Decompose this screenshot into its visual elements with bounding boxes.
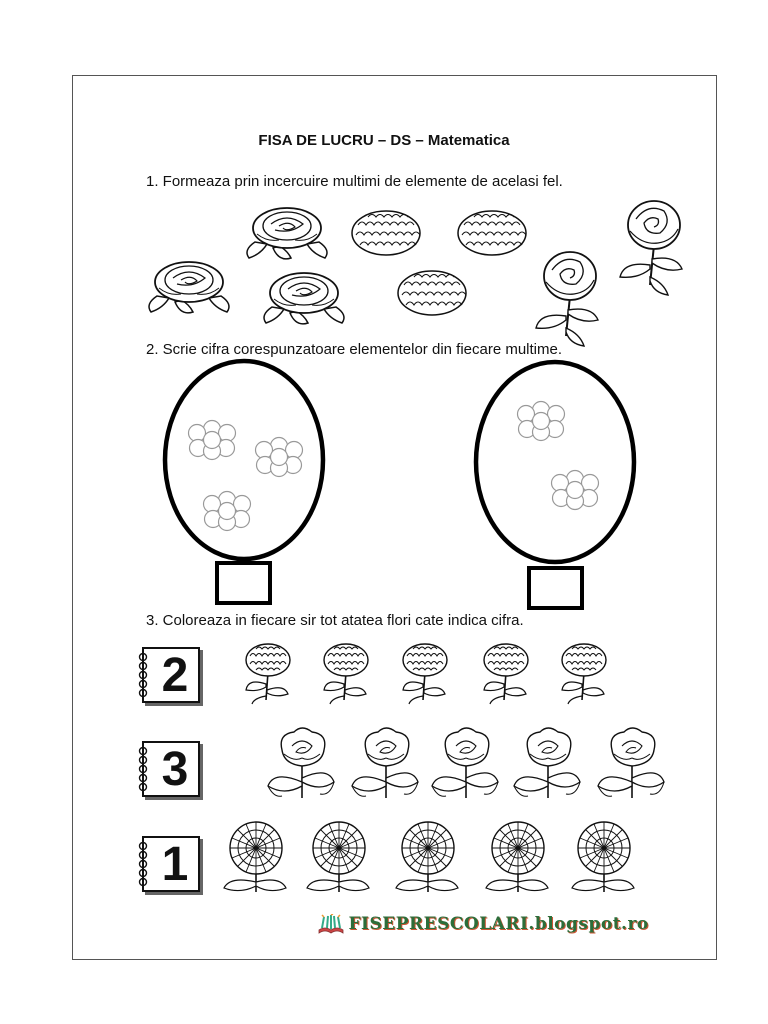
flower-row-roses	[268, 728, 664, 798]
digit-label: 3	[161, 743, 189, 796]
number-card-row-2	[142, 741, 200, 797]
carnation-illustration	[398, 271, 466, 315]
small-flower-icon	[552, 471, 599, 510]
spiral-rings-icon	[137, 653, 149, 699]
logo-text: FISEPRESCOLARI.blogspot.ro	[348, 914, 649, 934]
site-logo	[318, 914, 649, 934]
set-oval-right	[476, 362, 634, 562]
page-title: FISA DE LUCRU – DS – Matematica	[258, 132, 510, 149]
answer-box-right[interactable]	[529, 568, 582, 608]
carnation-illustration	[458, 211, 526, 255]
carnation-illustration	[352, 211, 420, 255]
number-card-row-1	[142, 647, 200, 703]
spiral-rings-icon	[137, 842, 149, 888]
flower-row-dahlias	[224, 822, 634, 892]
small-flower-icon	[518, 402, 565, 441]
flower-row-chrysanthemums	[246, 644, 606, 704]
open-rose-illustration	[247, 208, 327, 259]
small-flower-icon	[204, 492, 251, 531]
small-flower-icon	[189, 421, 236, 460]
open-rose-illustration	[264, 273, 344, 324]
small-flower-icon	[256, 438, 303, 477]
task-2-instruction: 2. Scrie cifra corespunzatoare elementelor din fiecare multime.	[146, 341, 563, 358]
digit-label: 1	[161, 838, 189, 891]
task-1-instruction: 1. Formeaza prin incercuire multimi de elemente de acelasi fel.	[146, 173, 563, 190]
task-3-instruction: 3. Coloreaza in fiecare sir tot atatea flori cate indica cifra.	[146, 612, 524, 629]
stemmed-rose-illustration	[536, 252, 598, 346]
open-rose-illustration	[149, 262, 229, 313]
digit-label: 2	[161, 649, 189, 702]
answer-box-left[interactable]	[217, 563, 270, 603]
spiral-rings-icon	[137, 747, 149, 793]
open-book-icon	[318, 914, 344, 934]
stemmed-rose-illustration	[620, 201, 682, 295]
number-card-row-3	[142, 836, 200, 892]
